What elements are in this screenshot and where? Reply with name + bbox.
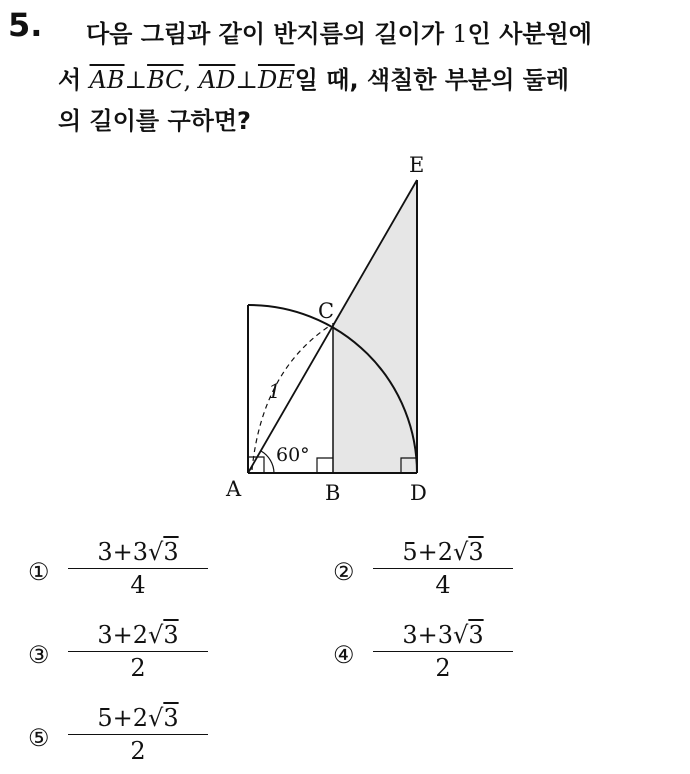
vertex-label-a: A: [226, 477, 242, 501]
vertex-label-d: D: [410, 481, 427, 505]
choice-4-numerator: 3+3: [402, 621, 454, 649]
choice-5-numerator: 5+2: [97, 704, 149, 732]
vertex-label-e: E: [409, 153, 425, 177]
choice-5-denominator: 2: [130, 737, 146, 765]
choice-2-mark: ②: [333, 558, 355, 586]
segment-ad: $\overline{AD}$: [198, 66, 236, 94]
vertex-label-c: C: [318, 299, 335, 323]
right-angle-mark-b: [317, 458, 333, 473]
choice-1-numerator: 3+3: [97, 538, 149, 566]
choice-1-denominator: 4: [130, 571, 146, 599]
comma-separator: ,: [183, 66, 199, 94]
question-text-2-pre: 서: [58, 66, 90, 94]
radius-label: 1: [268, 379, 281, 403]
perpendicular-symbol: ⊥: [235, 66, 258, 94]
choice-2-fraction: $\frac{5+2√3}{4}$: [373, 538, 513, 599]
vertex-label-b: B: [325, 481, 341, 505]
question-text-2-tail: 일 때, 색칠한 부분의 둘레: [294, 66, 570, 94]
choice-4-radicand: 3: [468, 621, 484, 649]
question-number: 5.: [8, 6, 43, 44]
choice-3-denominator: 2: [130, 654, 146, 682]
question-text-1-tail: 인 사분원에: [467, 20, 592, 48]
choice-5-fraction: $\frac{5+2√3}{2}$: [68, 704, 208, 765]
segment-de: $\overline{DE}$: [257, 66, 295, 94]
choice-2-radicand: 3: [468, 538, 484, 566]
choice-2-denominator: 4: [435, 571, 451, 599]
choice-3-numerator: 3+2: [97, 621, 149, 649]
choice-1-fraction: $\frac{3+3√3}{4}$: [68, 538, 208, 599]
question-text-1: 다음 그림과 같이 반지름의 길이가: [86, 20, 453, 48]
choice-2-numerator: 5+2: [402, 538, 454, 566]
choice-1-mark: ①: [28, 558, 50, 586]
angle-arc: [261, 451, 274, 473]
choice-3-fraction: $\frac{3+2√3}{2}$: [68, 621, 208, 682]
question-line-3: 의 길이를 구하면?: [58, 107, 251, 135]
choice-5-mark: ⑤: [28, 724, 50, 752]
choice-1-radicand: 3: [163, 538, 179, 566]
segment-bc: $\overline{BC}$: [147, 66, 184, 94]
choice-3-radicand: 3: [163, 621, 179, 649]
perpendicular-symbol: ⊥: [124, 66, 148, 94]
choice-4-denominator: 2: [435, 654, 451, 682]
shaded-region: [333, 180, 417, 473]
choice-3-mark: ③: [28, 641, 50, 669]
angle-label: 60°: [276, 444, 310, 466]
choice-4-mark: ④: [333, 641, 355, 669]
radius-value: 1: [452, 20, 468, 48]
choice-5-radicand: 3: [163, 704, 179, 732]
segment-ab: $\overline{AB}$: [89, 66, 125, 94]
choice-4-fraction: $\frac{3+3√3}{2}$: [373, 621, 513, 682]
